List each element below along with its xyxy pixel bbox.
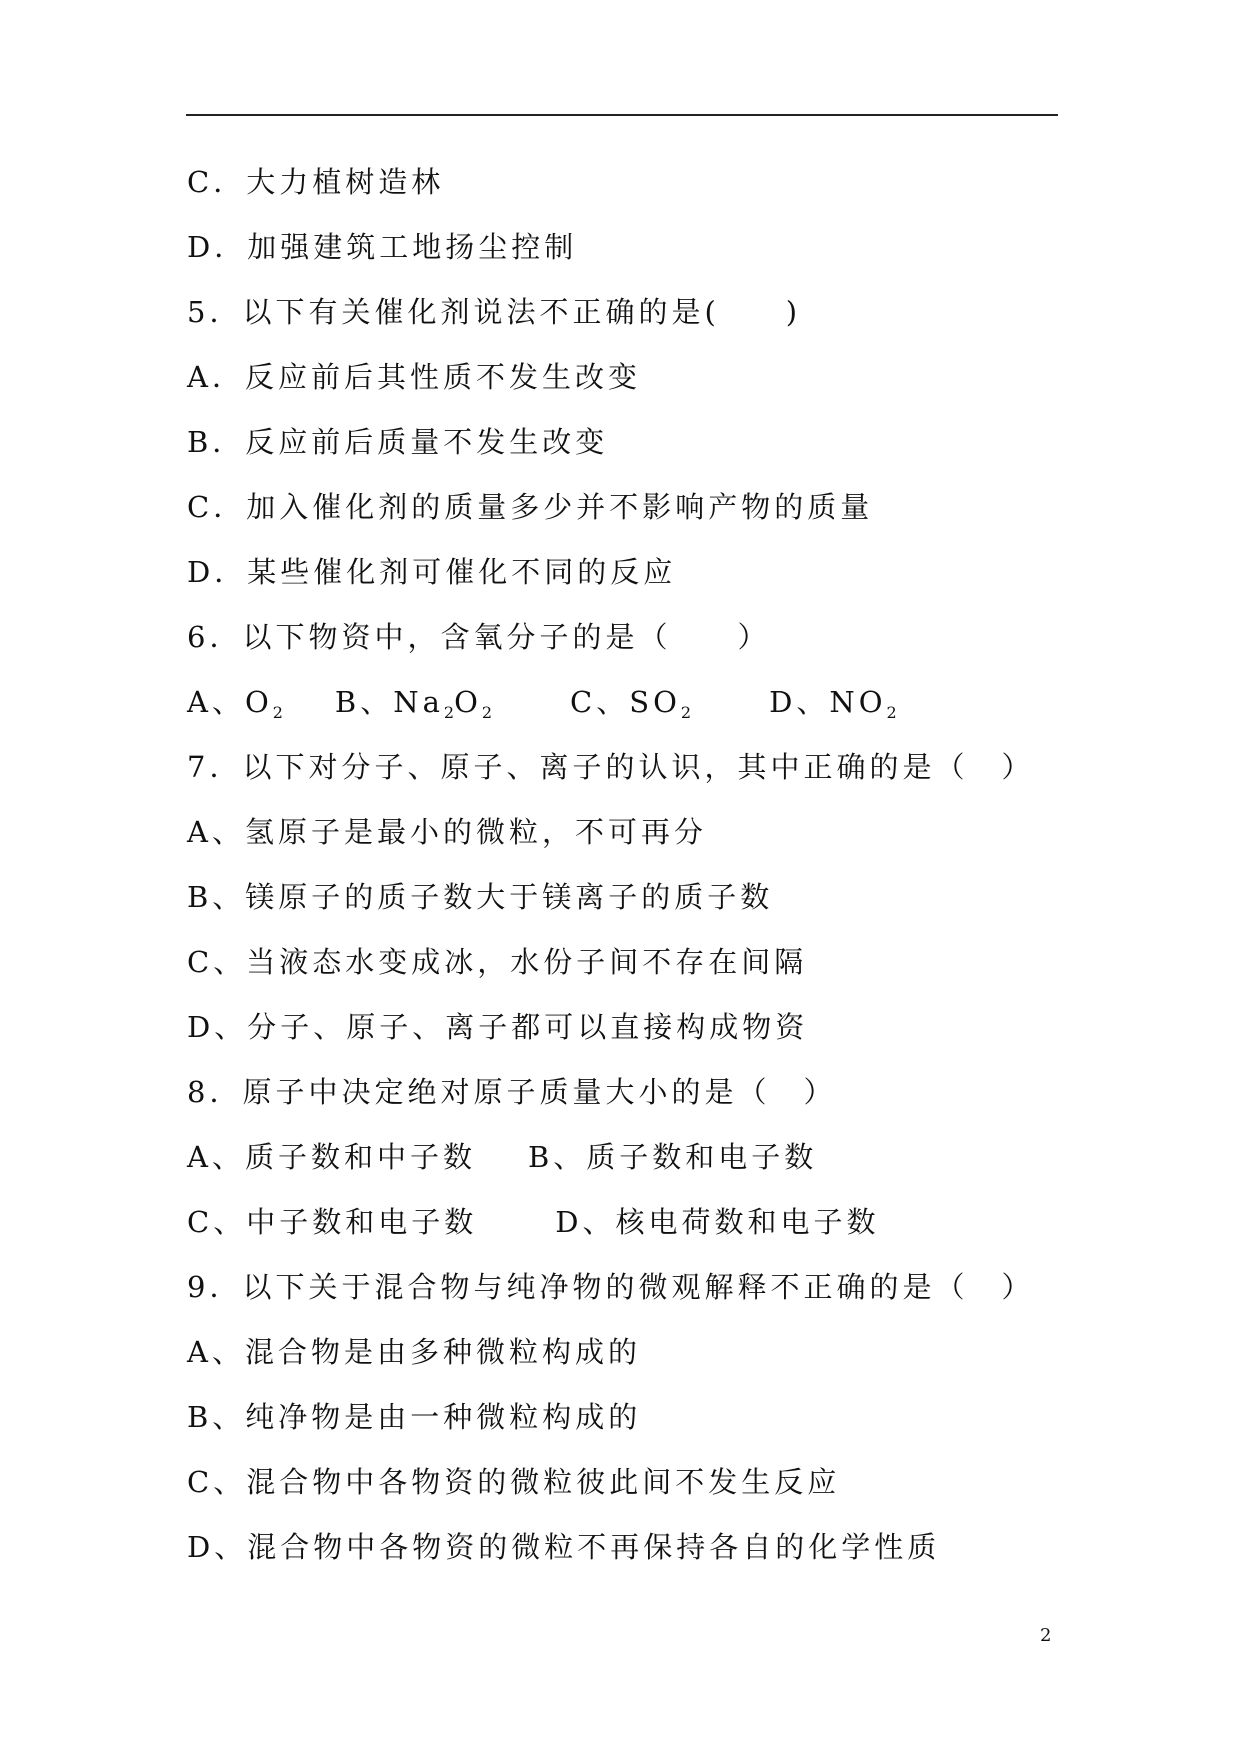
q9-option-c: C、混合物中各物资的微粒彼此间不发生反应 <box>187 1465 841 1499</box>
q8-option-b: B、质子数和电子数 <box>527 1140 818 1174</box>
q5-option-b: B．反应前后质量不发生改变 <box>187 425 609 459</box>
q8-options-cd <box>187 1200 1087 1265</box>
q5-option-a: A．反应前后其性质不发生改变 <box>187 360 641 394</box>
q7-option-b: B、镁原子的质子数大于镁离子的质子数 <box>187 880 774 914</box>
q8-stem: 8．原子中决定绝对原子质量大小的是（ ） <box>187 1075 837 1109</box>
page-number: 2 <box>1040 1625 1052 1646</box>
q9-option-a: A、混合物是由多种微粒构成的 <box>187 1335 641 1369</box>
q8-option-d: D、核电荷数和电子数 <box>555 1205 880 1239</box>
question-content <box>187 160 1087 1590</box>
q4-option-c: C．大力植树造林 <box>187 165 445 199</box>
q6-option-d: D、$NO_2$ <box>769 685 897 722</box>
q6-options <box>187 680 1087 745</box>
q5-stem: 5．以下有关催化剂说法不正确的是( ) <box>187 295 802 329</box>
q8-options-ab <box>187 1135 1087 1200</box>
q5-option-d: D．某些催化剂可催化不同的反应 <box>187 555 677 589</box>
q7-option-d: D、分子、原子、离子都可以直接构成物资 <box>187 1010 809 1044</box>
q8-option-a: A、质子数和中子数 <box>187 1140 476 1174</box>
q8-option-c: C、中子数和电子数 <box>187 1205 478 1239</box>
q6-option-a: A、$O_2$ <box>187 685 283 722</box>
q4-option-d: D．加强建筑工地扬尘控制 <box>187 230 578 264</box>
q7-stem: 7．以下对分子、原子、离子的认识，其中正确的是（ ） <box>187 750 1035 784</box>
q6-stem: 6．以下物资中，含氧分子的是（ ） <box>187 620 771 654</box>
q7-option-c: C、当液态水变成冰，水份子间不存在间隔 <box>187 945 808 979</box>
q6-option-b: B、$Na_2O_2$ <box>334 685 493 722</box>
header-rule <box>186 114 1058 116</box>
q9-stem: 9．以下关于混合物与纯净物的微观解释不正确的是（ ） <box>187 1270 1035 1304</box>
q6-option-c: C、$SO_2$ <box>570 685 692 722</box>
q9-option-d: D、混合物中各物资的微粒不再保持各自的化学性质 <box>187 1530 941 1564</box>
q7-option-a: A、氢原子是最小的微粒，不可再分 <box>187 815 707 849</box>
q9-option-b: B、纯净物是由一种微粒构成的 <box>187 1400 642 1434</box>
q5-option-c: C．加入催化剂的质量多少并不影响产物的质量 <box>187 490 874 524</box>
